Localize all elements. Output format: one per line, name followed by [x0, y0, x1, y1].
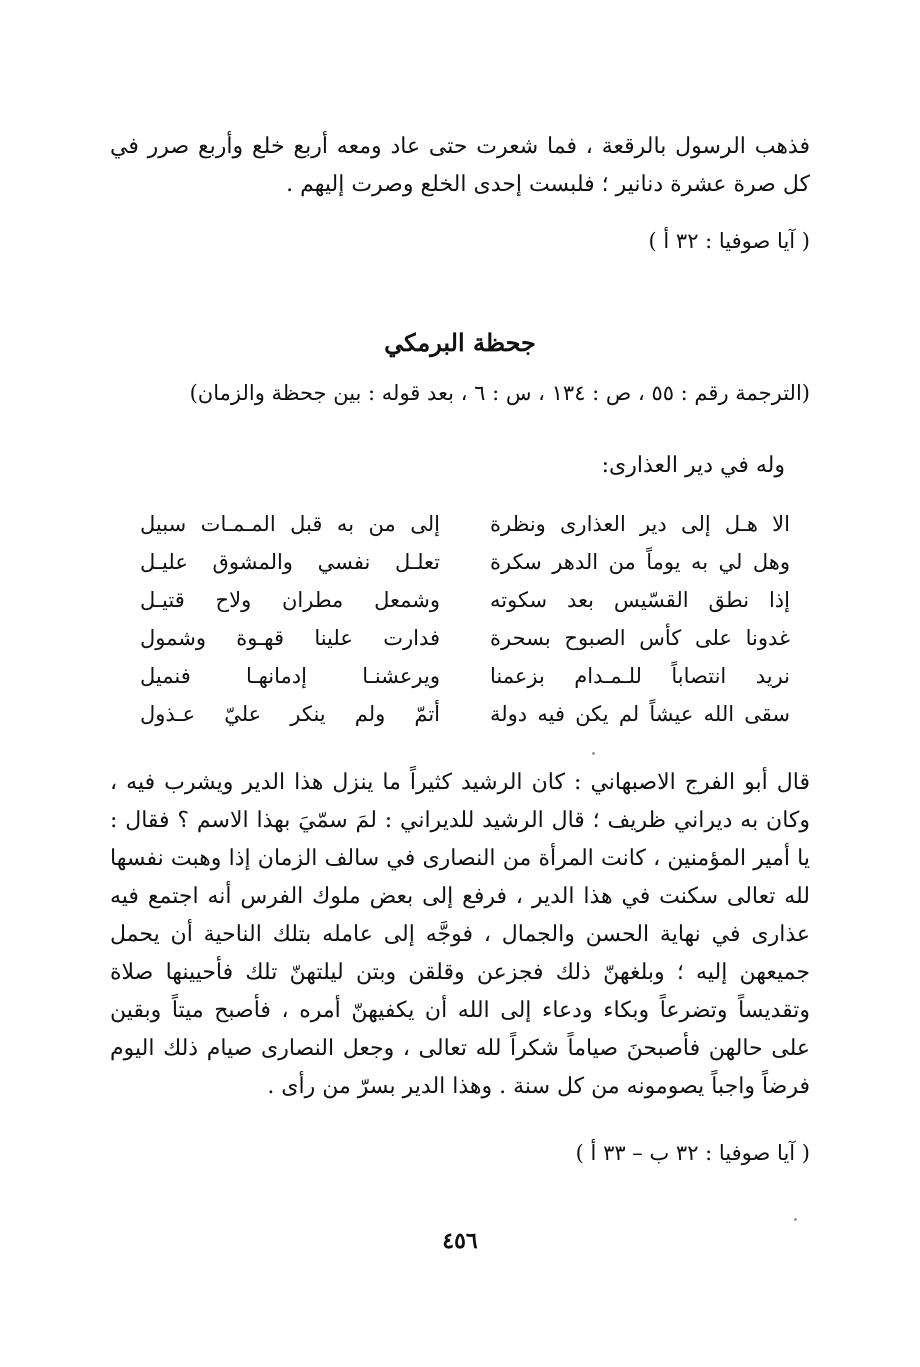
story-paragraph-block	[110, 764, 810, 1106]
poem	[140, 505, 790, 733]
story-paragraph: قال أبو الفرج الاصبهاني : كان الرشيد كثيراً ما ينزل هذا الدير ويشرب فيه ، وكان به ديراني ظريف ؛ قال الرشيد للديراني : لمَ سمّيَ بهذا الاسم ؟ فقال : يا أمير المؤمنين ، كانت المرأة من النصارى في سالف الزمان إذا وهبت نفسها لله تعالى سكنت في هذا الدير ، فرفع إلى بعض ملوك الفرس أنه اجتمع فيه عذارى في نهاية الحسن والجمال ، فوجَّه إلى عامله بتلك الناحية أن يحمل جميعهن إليه ؛ وبلغهنّ ذلك فجزعن وقلقن وبتن ليلتهنّ تلك فأحيينها صلاة وتقديساً وتضرعاً وبكاء ودعاء إلى الله أن يكفيهنّ أمره ، فأصبح ميتاً وبقين على حالهن فأصبحنَ صياماً شكراً لله تعالى ، وجعل النصارى صيام ذلك اليوم فرضاً واجباً يصومونه من كل سنة . وهذا الدير بسرّ من رأى .	[110, 770, 810, 1099]
page-number: ٤٥٦	[442, 1228, 478, 1254]
story-source-citation: ( آيا صوفيا : ٣٢ ب – ٣٣ أ )	[575, 1141, 810, 1165]
opening-source-citation: ( آيا صوفيا : ٣٢ أ )	[648, 229, 810, 253]
section-title: جحظة البرمكي	[384, 328, 536, 357]
poem-line	[140, 657, 790, 695]
poem-line	[140, 505, 790, 543]
poem-hemistich-left: فدارت علينا قهـوة وشمول	[140, 626, 440, 650]
poem-line	[140, 543, 790, 581]
poem-hemistich-left: وشمعل مطران ولاح قتيـل	[140, 588, 440, 612]
poem-hemistich-right: الا هـل إلى دير العذارى ونظرة	[490, 512, 790, 536]
translation-reference: (الترجمة رقم : ٥٥ ، ص : ١٣٤ ، س : ٦ ، بعد قوله : بين جحظة والزمان)	[189, 381, 810, 405]
paper-speck	[794, 1218, 797, 1221]
opening-paragraph: فذهب الرسول بالرقعة ، فما شعرت حتى عاد ومعه أربع خلع وأربع صرر في كل صرة عشرة دنانير ؛ فلبست إحدى الخلع وصرت إليهم .	[110, 134, 810, 197]
poem-hemistich-right: وهل لي به يوماً من الدهر سكرة	[490, 550, 790, 574]
poem-line	[140, 619, 790, 657]
poem-hemistich-right: غدونا على كأس الصبوح بسحرة	[490, 626, 790, 650]
poem-line	[140, 581, 790, 619]
poem-hemistich-left: إلى من به قبل المـمـات سبيل	[140, 512, 440, 536]
poem-line	[140, 695, 790, 733]
opening-paragraph-block	[110, 128, 810, 204]
poem-hemistich-right: سقى الله عيشاً لم يكن فيه دولة	[490, 702, 790, 726]
poem-hemistich-right: نريد انتصاباً للـمـدام بزعمنا	[490, 664, 790, 688]
poem-hemistich-right: إذا نطق القسّيس بعد سكوته	[490, 588, 790, 612]
paper-speck	[592, 752, 595, 755]
poem-intro: وله في دير العذارى:	[601, 453, 785, 478]
poem-hemistich-left: تعلـل نفسي والمشوق عليـل	[140, 550, 440, 574]
poem-hemistich-left: ويرعشنـا إدمانهـا فنميل	[140, 664, 440, 688]
poem-hemistich-left: أتمّ ولم ينكر عليّ عـذول	[140, 702, 440, 726]
